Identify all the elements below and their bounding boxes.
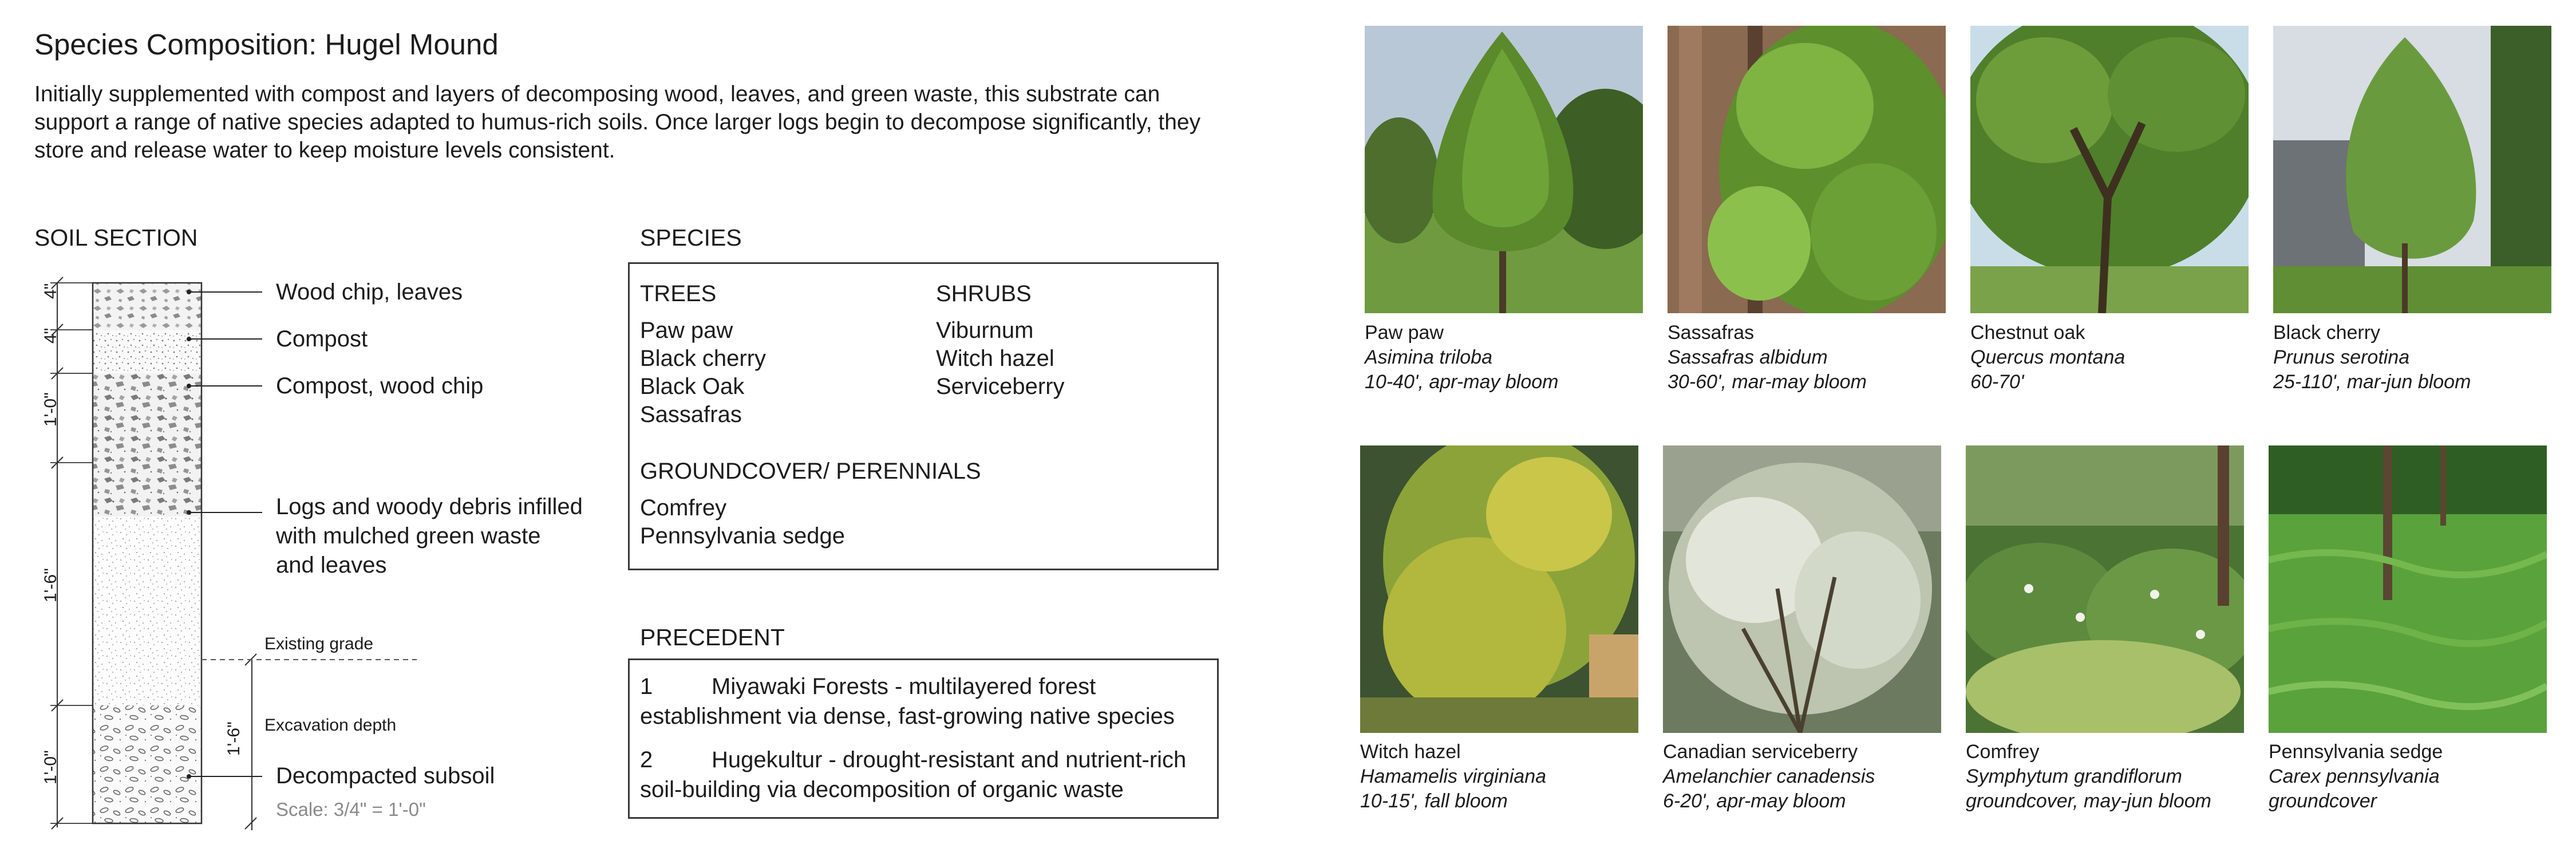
plant-scientific-name: Symphytum grandiflorum [1966,766,2182,787]
shrubs-heading: SHRUBS [936,281,1032,306]
dim-label-woodchip: 4" [41,283,60,299]
photo-canadian-serviceberry [1663,445,1941,733]
list-item: Black Oak [640,374,745,399]
existing-grade-label: Existing grade [264,634,374,653]
plant-scientific-name: Amelanchier canadensis [1663,766,1875,787]
trees-list [640,317,766,429]
species-box [628,262,1219,570]
caption-comfrey [1966,740,2211,814]
layer-logs [93,516,202,705]
dim-label-compost-woodchip: 1'-0" [41,392,60,427]
plant-name: Sassafras [1668,322,1755,344]
dim-label-excavation: 1'-6" [224,721,243,756]
plant-name: Paw paw [1365,322,1444,344]
plant-scientific-name: Carex pennsylvania [2269,766,2440,787]
plant-note: 25-110', mar-jun bloom [2273,371,2471,393]
layer-subsoil [93,705,202,823]
photo-comfrey [1966,445,2244,733]
scale-label: Scale: 3/4" = 1'-0" [276,799,426,820]
plant-note: 30-60', mar-may bloom [1668,371,1867,393]
caption-canadian-serviceberry [1663,740,1875,814]
list-item: Pennsylvania sedge [640,523,846,549]
dim-label-compost: 4" [41,328,60,344]
plant-note: groundcover, may-jun bloom [1966,790,2212,812]
plant-scientific-name: Quercus montana [1970,346,2125,368]
photo-pennsylvania-sedge [2269,445,2547,733]
list-item: Comfrey [640,495,727,520]
list-item: Viburnum [936,318,1034,343]
list-item: Sassafras [640,402,742,427]
plant-note: 10-40', apr-may bloom [1365,371,1559,393]
precedent-item-1 [640,672,1212,731]
plant-scientific-name: Prunus serotina [2273,346,2410,368]
soil-label-woodchip: Wood chip, leaves [276,279,463,305]
caption-paw-paw [1365,321,1558,395]
list-item: Black cherry [640,346,767,371]
plant-scientific-name: Sassafras albidum [1668,346,1828,368]
plant-scientific-name: Asimina triloba [1365,346,1492,368]
precedent-box [628,658,1219,819]
precedent-text: Hugekultur - drought-resistant and nutrient-rich soil-building via decomposition of organic waste [640,747,1187,802]
caption-black-cherry [2273,321,2471,395]
soil-label-compost: Compost [276,326,368,352]
page-title: Species Composition: Hugel Mound [34,28,499,61]
plant-name: Comfrey [1966,741,2040,763]
precedent-number: 2 [640,747,653,772]
precedent-text: Miyawaki Forests - multilayered forest establishment via dense, fast-growing native species [640,674,1175,729]
plant-note: 60-70' [1970,371,2024,393]
list-item: Paw paw [640,318,733,343]
plant-name: Black cherry [2273,322,2381,344]
layer-woodchip [93,283,202,330]
intro-paragraph: Initially supplemented with compost and layers of decomposing wood, leaves, and green waste, this substrate can support a range of native species adapted to humus-rich soils. Once larger logs begin to decompose significantly, they store and release water to keep moisture levels consistent. [34,82,1201,163]
photo-paw-paw [1365,26,1643,313]
caption-chestnut-oak [1970,321,2125,395]
plant-scientific-name: Hamamelis virginiana [1360,766,1547,787]
plant-note: 6-20', apr-may bloom [1663,790,1846,812]
photo-sassafras [1668,26,1946,313]
photo-witch-hazel [1360,445,1638,733]
excavation-depth-label: Excavation depth [264,716,397,735]
plant-name: Canadian serviceberry [1663,741,1858,763]
layer-compost-woodchip [93,373,202,516]
soil-section-heading: SOIL SECTION [34,224,198,251]
soil-label-logs: Logs and woody debris infilled with mulched green waste and leaves [276,494,583,578]
photo-chestnut-oak [1970,26,2249,313]
plant-name: Witch hazel [1360,741,1461,763]
plant-name: Chestnut oak [1970,322,2085,344]
trees-heading: TREES [640,281,717,306]
soil-label-subsoil: Decompacted subsoil [276,763,495,788]
precedent-number: 1 [640,674,653,699]
groundcover-list [640,494,845,550]
plant-note: 10-15', fall bloom [1360,790,1508,812]
list-item: Witch hazel [936,346,1054,371]
groundcover-heading: GROUNDCOVER/ PERENNIALS [640,459,981,484]
list-item: Serviceberry [936,374,1065,399]
layer-compost [93,330,202,373]
caption-sassafras [1668,321,1867,395]
dim-label-subsoil: 1'-0" [41,750,60,784]
shrubs-list [936,317,1065,401]
species-heading: SPECIES [640,224,742,251]
precedent-item-2 [640,745,1212,804]
soil-label-compost-woodchip: Compost, wood chip [276,373,484,399]
caption-pennsylvania-sedge [2269,740,2443,814]
plant-name: Pennsylvania sedge [2269,741,2443,763]
plant-note: groundcover [2269,790,2377,812]
precedent-heading: PRECEDENT [640,624,785,650]
caption-witch-hazel [1360,740,1546,814]
photo-black-cherry [2273,26,2551,313]
dim-label-logs: 1'-6" [41,568,60,602]
